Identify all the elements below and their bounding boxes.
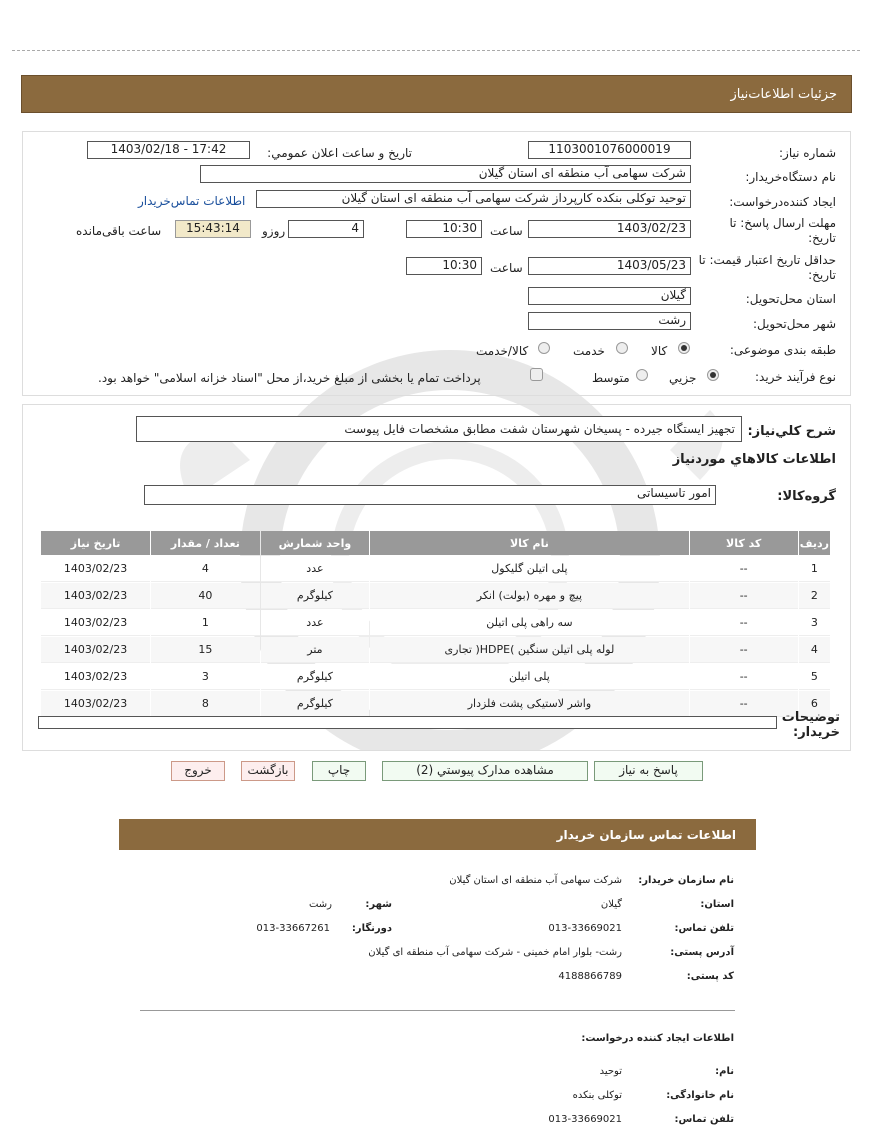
delivery-city-field: رشت (528, 312, 691, 330)
col-code: کد کالا (690, 531, 798, 555)
top-divider (12, 50, 860, 51)
cell-qty: 3 (151, 664, 259, 690)
creator-family-label: نام خانوادگی: (666, 1090, 734, 1101)
cell-unit: کیلوگرم (261, 664, 370, 690)
process-type-label: نوع فرآیند خرید: (755, 370, 836, 384)
cell-qty: 4 (151, 556, 259, 582)
process-medium-radio[interactable] (636, 369, 648, 381)
need-description-field: تجهیز ایستگاه جیرده - پسیخان شهرستان شفت مطابق مشخصات فایل پیوست (136, 416, 742, 442)
contact-province-label: استان: (700, 899, 734, 910)
exit-button[interactable]: خروج (171, 761, 225, 781)
buyer-org-label: نام دستگاه‌خریدار: (745, 170, 836, 184)
cell-code: -- (690, 664, 798, 690)
table-row (41, 637, 830, 663)
need-number-label: شماره نیاز: (779, 146, 836, 160)
cell-unit: عدد (261, 610, 370, 636)
page-title: جزئیات اطلاعات‌نیاز (730, 86, 837, 102)
reply-button[interactable]: پاسخ به نیاز (594, 761, 703, 781)
cell-name: پلی اتیلن گلیکول (370, 556, 688, 582)
cell-date: 1403/02/23 (41, 691, 150, 717)
contact-org-label: نام سازمان خریدار: (638, 875, 734, 886)
view-documents-button[interactable]: مشاهده مدارک پیوستي (2) (382, 761, 588, 781)
cell-qty: 8 (151, 691, 259, 717)
goods-table-header (41, 531, 830, 555)
cell-name: واشر لاستیکی پشت فلزدار (370, 691, 688, 717)
need-number-field: 1103001076000019 (528, 141, 691, 159)
creator-phone-label: تلفن تماس: (674, 1114, 734, 1125)
process-partial-label: جزیي (669, 371, 697, 385)
cell-name: سه راهی پلی اتیلن (370, 610, 688, 636)
delivery-province-field: گیلان (528, 287, 691, 305)
cell-name: لوله پلی اتیلن سنگین )HDPE( تجاری (370, 637, 688, 663)
cell-row: 2 (799, 583, 830, 609)
treasury-payment-checkbox[interactable] (530, 368, 543, 381)
creator-label: ایجاد کننده‌درخواست: (729, 195, 836, 209)
need-description-label: شرح کلي‌نیاز: (747, 424, 836, 439)
contact-city-value: رشت (308, 899, 332, 910)
cell-code: -- (690, 583, 798, 609)
cell-row: 1 (799, 556, 830, 582)
price-validity-time-label: ساعت (490, 261, 523, 275)
price-validity-date-field: 1403/05/23 (528, 257, 691, 275)
cell-unit: کیلوگرم (261, 691, 370, 717)
goods-info-title: اطلاعات کالاهاي موردنیاز (672, 452, 836, 467)
category-label: طبقه بندی موضوعی: (729, 343, 836, 357)
category-goods-service-radio[interactable] (538, 342, 550, 354)
buyer-notes-label: توضیحات خریدار: (781, 710, 840, 740)
treasury-payment-note: پرداخت تمام یا بخشی از مبلغ خرید،از محل "اسناد خزانه اسلامی" خواهد بود. (98, 371, 481, 385)
cell-code: -- (690, 610, 798, 636)
cell-date: 1403/02/23 (41, 664, 150, 690)
announce-datetime-label: تاریخ و ساعت اعلان عمومي: (267, 146, 412, 160)
col-date: تاریخ نیاز (41, 531, 150, 555)
days-field: 4 (288, 220, 364, 238)
back-button[interactable]: بازگشت (241, 761, 295, 781)
creator-field: توحید توکلی بنکده کارپرداز شرکت سهامی آب منطقه ای استان گیلان (256, 190, 691, 208)
cell-row: 4 (799, 637, 830, 663)
delivery-city-label: شهر محل‌تحویل: (752, 317, 836, 331)
remaining-time-label: ساعت باقی‌مانده (76, 224, 162, 238)
process-medium-label: متوسط (592, 371, 630, 385)
table-row (41, 583, 830, 609)
contact-divider (140, 1010, 735, 1011)
cell-code: -- (690, 637, 798, 663)
cell-date: 1403/02/23 (41, 637, 150, 663)
print-button[interactable]: چاپ (312, 761, 366, 781)
contact-fax-value: 013-33667261 (256, 923, 330, 934)
contact-phone-label: تلفن تماس: (674, 923, 734, 934)
contact-postal-label: کد پستی: (686, 971, 734, 982)
table-row (41, 610, 830, 636)
page-header (21, 75, 852, 113)
cell-unit: عدد (261, 556, 370, 582)
cell-unit: متر (261, 637, 370, 663)
buyer-notes-field (38, 716, 777, 729)
table-row (41, 691, 830, 717)
cell-date: 1403/02/23 (41, 583, 150, 609)
creator-name-label: نام: (715, 1066, 734, 1077)
col-qty: تعداد / مقدار (151, 531, 259, 555)
goods-group-field: امور تاسیساتی (144, 485, 716, 505)
deadline-label: مهلت ارسال پاسخ: تا تاریخ: (729, 216, 836, 245)
cell-name: پیچ و مهره (بولت) انکر (370, 583, 688, 609)
creator-name-value: توحید (599, 1066, 622, 1077)
cell-name: پلی اتیلن (370, 664, 688, 690)
deadline-time-label: ساعت (490, 224, 523, 238)
contact-address-value: رشت- بلوار امام خمینی - شرکت سهامی آب منطقه ای گیلان (368, 947, 622, 958)
deadline-time-field: 10:30 (406, 220, 482, 238)
cell-code: -- (690, 691, 798, 717)
contact-province-value: گیلان (600, 899, 622, 910)
price-validity-label: حداقل تاریخ اعتبار قیمت: تا تاریخ: (698, 253, 836, 282)
table-row (41, 556, 830, 582)
contact-city-label: شهر: (365, 899, 392, 910)
col-name: نام کالا (370, 531, 688, 555)
category-goods-service-label: کالا/خدمت (476, 344, 529, 358)
table-row (41, 664, 830, 690)
announce-datetime-field: 1403/02/18 - 17:42 (87, 141, 250, 159)
goods-table (40, 530, 831, 718)
goods-group-label: گروه‌کالا: (777, 489, 836, 504)
cell-date: 1403/02/23 (41, 556, 150, 582)
days-label: روزو (262, 224, 286, 238)
cell-date: 1403/02/23 (41, 610, 150, 636)
buyer-org-field: شرکت سهامی آب منطقه ای استان گیلان (200, 165, 691, 183)
category-service-label: خدمت (573, 344, 605, 358)
category-service-radio[interactable] (616, 342, 628, 354)
category-goods-radio[interactable] (678, 342, 690, 354)
cell-unit: کیلوگرم (261, 583, 370, 609)
cell-row: 5 (799, 664, 830, 690)
col-row: ردیف (799, 531, 830, 555)
category-goods-label: کالا (651, 344, 668, 358)
buyer-contact-header (119, 819, 756, 850)
cell-qty: 1 (151, 610, 259, 636)
creator-family-value: توکلی بنکده (572, 1090, 622, 1101)
contact-address-label: آدرس پستی: (670, 947, 734, 958)
col-unit: واحد شمارش (261, 531, 370, 555)
contact-org-value: شرکت سهامی آب منطقه ای استان گیلان (449, 875, 622, 886)
creator-phone-value: 013-33669021 (548, 1114, 622, 1125)
contact-postal-value: 4188866789 (558, 971, 622, 982)
cell-code: -- (690, 556, 798, 582)
cell-qty: 15 (151, 637, 259, 663)
buyer-contact-title: اطلاعات تماس سازمان خریدار (556, 827, 736, 842)
cell-row: 3 (799, 610, 830, 636)
price-validity-time-field: 10:30 (406, 257, 482, 275)
deadline-date-field: 1403/02/23 (528, 220, 691, 238)
cell-qty: 40 (151, 583, 259, 609)
creator-info-title: اطلاعات ایجاد کننده درخواست: (581, 1033, 734, 1044)
buyer-contact-link[interactable]: اطلاعات تماس‌خریدار (138, 194, 246, 208)
cell-row: 6 (799, 691, 830, 717)
contact-fax-label: دورنگار: (351, 923, 392, 934)
process-partial-radio[interactable] (707, 369, 719, 381)
delivery-province-label: استان محل‌تحویل: (745, 292, 836, 306)
contact-phone-value: 013-33669021 (548, 923, 622, 934)
remaining-time-field: 15:43:14 (175, 220, 251, 238)
